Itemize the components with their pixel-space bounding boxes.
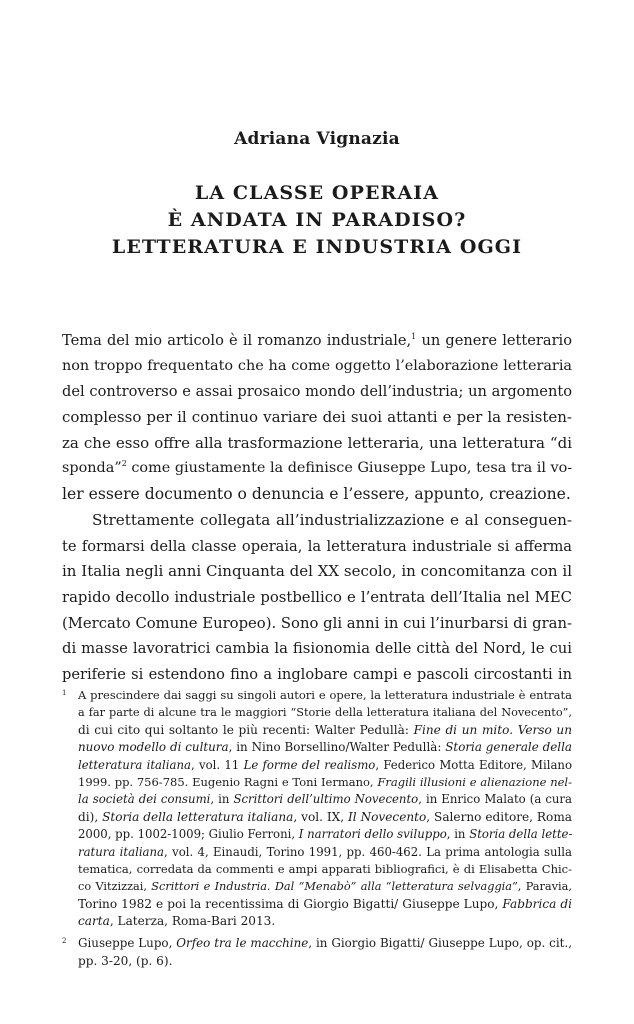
italic-title: letteratura italiana — [78, 757, 191, 772]
body-text — [62, 328, 572, 688]
footnote-line — [78, 935, 572, 952]
text-segment: , Paravia, — [517, 880, 572, 894]
text-segment: , vol. 11 — [190, 757, 244, 772]
text-segment: , Federico Motta Editore, Milano — [375, 757, 572, 772]
text-line: rapido decollo industriale postbellico e l’entrata dell’Italia nel MEC — [62, 588, 572, 606]
title-line: LA CLASSE OPERAIA — [194, 182, 440, 204]
italic-title: carta — [78, 914, 110, 929]
footnote-line — [78, 739, 572, 756]
text-line: za che esso offre alla trasformazione letteraria, una letteratura “di — [62, 433, 572, 452]
text-segment: 2000, pp. 1002-1009; Giulio Ferroni, — [78, 827, 299, 842]
footnote-line — [78, 774, 572, 791]
text-segment: , in Nino Borsellino/Walter Pedullà: — [228, 740, 446, 755]
text-line: Strettamente collegata all’industrializzazione e al conseguen- — [92, 510, 572, 529]
italic-title: ratura italiana — [78, 844, 165, 859]
italic-title: I narratori dello sviluppo — [298, 827, 447, 842]
italic-title: nuovo modello di cultura — [78, 740, 229, 755]
text-line: te formarsi della classe operaia, la letteratura industriale si afferma — [62, 537, 572, 555]
text-line — [62, 456, 572, 482]
footnote-ref-2: 2 — [121, 459, 127, 469]
footnotes — [62, 687, 572, 975]
text-segment: sponda” — [62, 460, 122, 477]
text-segment: un genere letterario — [416, 332, 572, 349]
text-segment: , Salerno editore, Roma — [426, 809, 572, 824]
text-segment: , in Giorgio Bigatti/ Giuseppe Lupo, op. cit., — [308, 936, 572, 951]
title-line: LETTERATURA E INDUSTRIA OGGI — [111, 236, 523, 258]
italic-title: la società dei consumi — [78, 792, 211, 807]
italic-title: Orfeo tra le macchine — [176, 936, 309, 951]
text-segment: , in — [210, 792, 234, 807]
footnote-line: a far parte di alcune tra le maggiori “Storie della letteratura italiana del Novecento”, — [78, 706, 572, 720]
text-segment: , vol. IX, — [293, 809, 349, 824]
text-segment: di cui cito qui soltanto le più recenti: Walter Pedullà: — [78, 722, 414, 737]
footnote-marker: 2 — [62, 937, 67, 946]
title-line: È ANDATA IN PARADISO? — [167, 209, 467, 231]
author-name: Adriana Vignazia — [234, 129, 400, 149]
text-line: (Mercato Comune Europeo). Sono gli anni in cui l’inurbarsi di gran- — [62, 614, 572, 632]
paragraph-2 — [62, 508, 572, 688]
paragraph-1 — [62, 328, 572, 508]
footnote-line — [78, 896, 572, 913]
text-line: periferie si estendono fino a inglobare campi e pascoli circostanti in — [62, 665, 572, 683]
footnote-line — [78, 844, 572, 861]
text-segment: 1999. pp. 756-785. Eugenio Ragni e Toni Iermano, — [78, 774, 378, 789]
italic-title: Storia generale della — [445, 740, 572, 755]
text-segment: di), — [78, 809, 103, 824]
italic-title: Fine di un mito. Verso un — [413, 722, 572, 737]
text-segment: co Vitzizzai, — [78, 880, 152, 894]
italic-title: Le forme del realismo — [243, 757, 376, 772]
text-segment: , in Enrico Malato (a cura — [418, 792, 572, 807]
text-line: del controverso e assai prosaico mondo dell’industria; un argomento — [62, 383, 572, 401]
footnote-line — [78, 913, 572, 930]
text-line — [62, 328, 572, 354]
italic-title: Scrittori e Industria. Dal “Menabò” alla “letteratura selvaggia” — [151, 880, 518, 894]
footnote-ref-1: 1 — [411, 332, 417, 342]
footnote-line — [78, 826, 572, 843]
text-segment: , vol. 4, Einaudi, Torino 1991, pp. 460-462. La prima antologia sulla — [164, 844, 572, 859]
chapter-title — [0, 180, 634, 261]
text-segment: Tema del mio articolo è il romanzo industriale, — [62, 332, 412, 349]
footnote-line — [78, 791, 572, 808]
text-segment: Torino 1982 e poi la recentissima di Giorgio Bigatti/ Giuseppe Lupo, — [78, 896, 503, 911]
footnote-line: pp. 3-20, (p. 6). — [78, 953, 173, 968]
footnote-2 — [62, 935, 572, 970]
text-segment: , in — [446, 827, 470, 842]
footnote-line: A prescindere dai saggi su singoli autori e opere, la letteratura industriale è entrata — [78, 688, 572, 702]
italic-title: Fabbrica di — [502, 896, 572, 911]
text-segment: Giuseppe Lupo, — [78, 936, 177, 951]
footnote-line — [78, 878, 572, 895]
text-line: ler essere documento o denuncia e l’essere, appunto, creazione. — [62, 485, 571, 504]
footnote-marker: 1 — [62, 689, 67, 697]
text-line: complesso per il continuo variare dei suoi attanti e per la resisten- — [62, 408, 572, 427]
text-line: non troppo frequentato che ha come oggetto l’elaborazione letteraria — [62, 357, 572, 374]
italic-title: Storia della letteratura italiana — [102, 809, 294, 824]
italic-title: Scrittori dell’ultimo Novecento — [233, 792, 419, 807]
text-segment: come giustamente la definisce Giuseppe Lupo, tesa tra il vo- — [126, 460, 572, 477]
footnote-line — [78, 722, 572, 739]
footnote-line — [78, 757, 572, 774]
text-line: di masse lavoratrici cambia la fisionomia delle città del Nord, le cui — [62, 640, 572, 658]
footnote-line — [78, 809, 572, 826]
italic-title: Fragili illusioni e alienazione nel- — [377, 774, 572, 789]
text-segment: , Laterza, Roma-Bari 2013. — [109, 914, 276, 929]
italic-title: Storia della lette- — [469, 827, 572, 842]
text-line: in Italia negli anni Cinquanta del XX secolo, in concomitanza con il — [62, 562, 572, 581]
footnote-line: tematica, corredata da commenti e ampi apparati bibliografici, è di Elisabetta Chic- — [78, 861, 572, 876]
italic-title: Il Novecento — [348, 809, 427, 824]
footnote-1 — [62, 687, 572, 930]
